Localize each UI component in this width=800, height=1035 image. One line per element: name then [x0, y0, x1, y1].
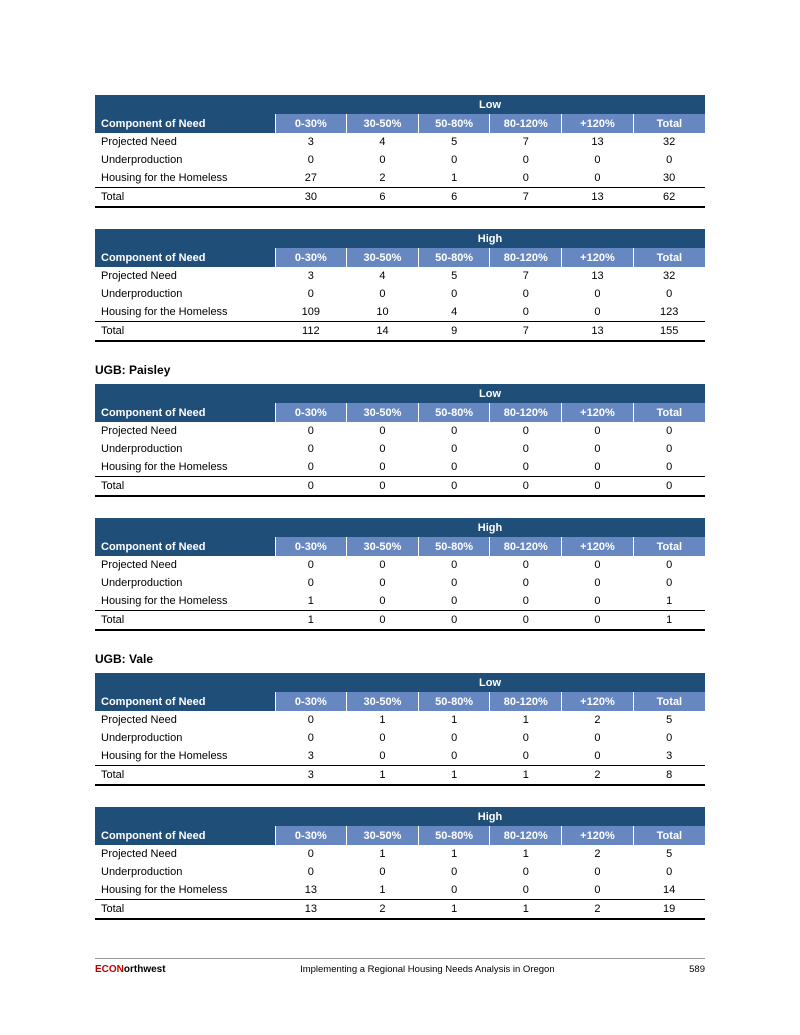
column-header: 80-120% [490, 692, 562, 711]
cell-value: 1 [666, 594, 673, 607]
housing-needs-table [95, 95, 705, 208]
footer-brand-suffix: orthwest [123, 964, 166, 975]
scenario-header-row [95, 673, 705, 692]
column-header: 50-80% [418, 692, 490, 711]
column-header: 0-30% [275, 248, 347, 267]
total-value: 155 [633, 321, 705, 341]
total-label: Total [95, 187, 275, 207]
total-value: 0 [562, 476, 634, 496]
table-row [95, 133, 705, 151]
column-header-component-of-need: Component of Need [95, 114, 275, 133]
total-value: 3 [275, 765, 347, 785]
column-header: 80-120% [490, 537, 562, 556]
total-value: 62 [633, 187, 705, 207]
footer-brand [95, 964, 166, 975]
scenario-header-row [95, 229, 705, 248]
total-label: Total [95, 321, 275, 341]
cell-value: 0 [522, 460, 529, 473]
cell-value: 0 [522, 577, 529, 589]
cell-value: 0 [594, 577, 601, 589]
cell-value: 0 [379, 288, 386, 300]
cell-value: 0 [522, 288, 529, 300]
cell-value: 0 [307, 732, 314, 744]
cell-value: 0 [451, 866, 458, 878]
cell-value: 0 [666, 577, 673, 589]
column-header: 30-50% [347, 692, 419, 711]
column-header: +120% [562, 114, 634, 133]
cell-value: 0 [666, 559, 673, 571]
total-value: 9 [418, 321, 490, 341]
table-row [95, 711, 705, 729]
table-row [95, 845, 705, 863]
row-label: Housing for the Homeless [101, 749, 228, 762]
total-value: 1 [633, 610, 705, 630]
column-header: Total [633, 403, 705, 422]
footer-title: Implementing a Regional Housing Needs Analysis in Oregon [300, 964, 555, 975]
cell-value: 0 [379, 559, 386, 571]
cell-value: 0 [594, 559, 601, 571]
cell-value: 1 [451, 714, 458, 726]
table-row [95, 729, 705, 747]
row-label: Housing for the Homeless [101, 171, 228, 184]
row-label: Underproduction [101, 866, 183, 878]
cell-value: 0 [451, 594, 458, 607]
column-header: 50-80% [418, 248, 490, 267]
column-header: +120% [562, 692, 634, 711]
total-value: 1 [347, 765, 419, 785]
total-value: 0 [347, 476, 419, 496]
cell-value: 123 [659, 305, 679, 318]
cell-value: 0 [594, 594, 601, 607]
cell-value: 0 [451, 559, 458, 571]
total-value: 2 [347, 899, 419, 919]
column-header: +120% [562, 248, 634, 267]
housing-needs-table [95, 807, 705, 920]
scenario-header-row [95, 807, 705, 826]
column-header: +120% [562, 826, 634, 845]
cell-value: 0 [594, 732, 601, 744]
cell-value: 0 [522, 594, 529, 607]
cell-value: 0 [522, 732, 529, 744]
total-value: 13 [562, 321, 634, 341]
column-header: 80-120% [490, 114, 562, 133]
total-value: 8 [633, 765, 705, 785]
table-row [95, 747, 705, 765]
column-header: 80-120% [490, 248, 562, 267]
cell-value: 0 [594, 866, 601, 878]
column-header: 0-30% [275, 537, 347, 556]
column-header-component-of-need: Component of Need [95, 692, 275, 711]
row-label: Underproduction [101, 577, 183, 589]
cell-value: 5 [451, 270, 458, 282]
table-row [95, 440, 705, 458]
row-label: Housing for the Homeless [101, 460, 228, 473]
cell-value: 0 [379, 577, 386, 589]
scenario-label: Low [275, 673, 705, 692]
column-header-row [95, 537, 705, 556]
column-header: 0-30% [275, 114, 347, 133]
column-header-component-of-need: Component of Need [95, 537, 275, 556]
cell-value: 1 [379, 714, 386, 726]
cell-value: 1 [307, 594, 314, 607]
cell-value: 0 [451, 749, 458, 762]
cell-value: 0 [379, 425, 386, 437]
cell-value: 0 [451, 288, 458, 300]
column-header-row [95, 826, 705, 845]
column-header: 80-120% [490, 826, 562, 845]
cell-value: 0 [379, 749, 386, 762]
row-label: Underproduction [101, 288, 183, 300]
table-row [95, 592, 705, 610]
column-header: Total [633, 248, 705, 267]
cell-value: 0 [451, 883, 458, 896]
footer-page-number: 589 [689, 964, 705, 975]
total-value: 0 [633, 476, 705, 496]
cell-value: 0 [379, 443, 386, 455]
total-value: 13 [275, 899, 347, 919]
column-header: 30-50% [347, 114, 419, 133]
page-content [95, 95, 705, 941]
cell-value: 1 [451, 848, 458, 860]
cell-value: 13 [591, 270, 604, 282]
cell-value: 10 [376, 305, 389, 318]
column-header-component-of-need: Component of Need [95, 826, 275, 845]
cell-value: 1 [379, 883, 386, 896]
cell-value: 0 [307, 848, 314, 860]
scenario-label: Low [275, 384, 705, 403]
cell-value: 0 [666, 288, 673, 300]
cell-value: 5 [451, 136, 458, 148]
column-header: +120% [562, 537, 634, 556]
total-label: Total [95, 899, 275, 919]
cell-value: 13 [304, 883, 317, 896]
table-row [95, 285, 705, 303]
cell-value: 4 [379, 270, 386, 282]
cell-value: 2 [594, 848, 601, 860]
row-label: Projected Need [101, 559, 177, 571]
total-label: Total [95, 765, 275, 785]
total-value: 30 [275, 187, 347, 207]
cell-value: 1 [522, 848, 529, 860]
cell-value: 0 [522, 425, 529, 437]
total-value: 0 [418, 610, 490, 630]
total-value: 0 [347, 610, 419, 630]
table-row [95, 303, 705, 321]
column-header: Total [633, 114, 705, 133]
cell-value: 0 [666, 443, 673, 455]
column-header-row [95, 248, 705, 267]
total-value: 7 [490, 187, 562, 207]
scenario-row-spacer [95, 229, 275, 248]
cell-value: 0 [522, 171, 529, 184]
row-label: Projected Need [101, 270, 177, 282]
cell-value: 30 [663, 171, 676, 184]
ugb-heading: UGB: Paisley [95, 363, 171, 377]
cell-value: 0 [451, 577, 458, 589]
column-header: Total [633, 692, 705, 711]
cell-value: 0 [307, 443, 314, 455]
cell-value: 0 [522, 154, 529, 166]
table-row [95, 574, 705, 592]
cell-value: 1 [522, 714, 529, 726]
cell-value: 0 [594, 883, 601, 896]
total-value: 0 [490, 476, 562, 496]
column-header: 30-50% [347, 403, 419, 422]
cell-value: 0 [666, 866, 673, 878]
total-value: 112 [275, 321, 347, 341]
cell-value: 0 [522, 305, 529, 318]
scenario-label: High [275, 807, 705, 826]
cell-value: 27 [304, 171, 317, 184]
total-label: Total [95, 610, 275, 630]
scenario-label: High [275, 518, 705, 537]
column-header: 50-80% [418, 114, 490, 133]
table-row [95, 556, 705, 574]
scenario-row-spacer [95, 807, 275, 826]
cell-value: 0 [307, 559, 314, 571]
table-row [95, 151, 705, 169]
cell-value: 1 [451, 171, 458, 184]
cell-value: 0 [522, 749, 529, 762]
cell-value: 0 [307, 154, 314, 166]
cell-value: 0 [379, 154, 386, 166]
cell-value: 0 [594, 460, 601, 473]
cell-value: 5 [666, 848, 673, 860]
cell-value: 0 [451, 154, 458, 166]
total-label: Total [95, 476, 275, 496]
column-header: +120% [562, 403, 634, 422]
total-value: 1 [418, 899, 490, 919]
cell-value: 0 [594, 154, 601, 166]
total-row [95, 476, 705, 496]
total-row [95, 765, 705, 785]
total-value: 0 [490, 610, 562, 630]
cell-value: 0 [666, 425, 673, 437]
housing-needs-table [95, 518, 705, 631]
cell-value: 0 [594, 305, 601, 318]
row-label: Projected Need [101, 136, 177, 148]
scenario-header-row [95, 384, 705, 403]
cell-value: 0 [522, 866, 529, 878]
cell-value: 0 [594, 171, 601, 184]
cell-value: 0 [666, 154, 673, 166]
cell-value: 0 [522, 883, 529, 896]
total-value: 2 [562, 765, 634, 785]
total-value: 1 [418, 765, 490, 785]
total-row [95, 899, 705, 919]
cell-value: 7 [522, 136, 529, 148]
table-row [95, 169, 705, 187]
cell-value: 109 [301, 305, 320, 318]
cell-value: 0 [451, 425, 458, 437]
row-label: Housing for the Homeless [101, 305, 228, 318]
cell-value: 0 [307, 714, 314, 726]
column-header: 50-80% [418, 403, 490, 422]
cell-value: 0 [594, 443, 601, 455]
column-header-row [95, 692, 705, 711]
total-value: 19 [633, 899, 705, 919]
column-header: Total [633, 826, 705, 845]
row-label: Projected Need [101, 714, 177, 726]
column-header-row [95, 114, 705, 133]
cell-value: 0 [379, 866, 386, 878]
scenario-row-spacer [95, 518, 275, 537]
column-header-component-of-need: Component of Need [95, 248, 275, 267]
scenario-header-row [95, 518, 705, 537]
row-label: Underproduction [101, 154, 183, 166]
cell-value: 4 [379, 136, 386, 148]
total-value: 0 [275, 476, 347, 496]
cell-value: 0 [666, 732, 673, 744]
cell-value: 3 [307, 749, 314, 762]
column-header: 0-30% [275, 692, 347, 711]
row-label: Projected Need [101, 848, 177, 860]
total-value: 13 [562, 187, 634, 207]
column-header: Total [633, 537, 705, 556]
column-header: 50-80% [418, 826, 490, 845]
page-footer [95, 958, 705, 975]
table-row [95, 267, 705, 285]
column-header: 0-30% [275, 403, 347, 422]
cell-value: 0 [594, 749, 601, 762]
scenario-label: Low [275, 95, 705, 114]
total-value: 14 [347, 321, 419, 341]
scenario-header-row [95, 95, 705, 114]
housing-needs-table [95, 229, 705, 342]
cell-value: 0 [594, 288, 601, 300]
table-row [95, 458, 705, 476]
total-value: 2 [562, 899, 634, 919]
cell-value: 32 [663, 136, 676, 148]
cell-value: 3 [666, 749, 673, 762]
total-row [95, 321, 705, 341]
column-header: 30-50% [347, 537, 419, 556]
column-header: 80-120% [490, 403, 562, 422]
cell-value: 0 [594, 425, 601, 437]
row-label: Underproduction [101, 732, 183, 744]
cell-value: 0 [379, 732, 386, 744]
cell-value: 2 [379, 171, 386, 184]
total-value: 1 [490, 765, 562, 785]
total-value: 6 [347, 187, 419, 207]
cell-value: 0 [307, 866, 314, 878]
column-header: 0-30% [275, 826, 347, 845]
total-row [95, 187, 705, 207]
total-value: 1 [490, 899, 562, 919]
cell-value: 0 [522, 443, 529, 455]
cell-value: 0 [307, 460, 314, 473]
cell-value: 7 [522, 270, 529, 282]
table-row [95, 863, 705, 881]
total-value: 0 [418, 476, 490, 496]
row-label: Housing for the Homeless [101, 594, 228, 607]
footer-brand-prefix: ECON [95, 964, 124, 975]
cell-value: 32 [663, 270, 676, 282]
table-row [95, 422, 705, 440]
cell-value: 13 [591, 136, 604, 148]
row-label: Projected Need [101, 425, 177, 437]
total-value: 1 [275, 610, 347, 630]
scenario-label: High [275, 229, 705, 248]
cell-value: 0 [451, 732, 458, 744]
row-label: Housing for the Homeless [101, 883, 228, 896]
cell-value: 0 [379, 594, 386, 607]
cell-value: 0 [451, 443, 458, 455]
column-header-component-of-need: Component of Need [95, 403, 275, 422]
total-value: 6 [418, 187, 490, 207]
cell-value: 14 [663, 883, 676, 896]
housing-needs-table [95, 673, 705, 786]
total-value: 7 [490, 321, 562, 341]
ugb-heading: UGB: Vale [95, 652, 154, 666]
column-header: 50-80% [418, 537, 490, 556]
total-row [95, 610, 705, 630]
cell-value: 4 [451, 305, 458, 318]
column-header-row [95, 403, 705, 422]
cell-value: 3 [307, 136, 314, 148]
cell-value: 0 [307, 288, 314, 300]
housing-needs-table [95, 384, 705, 497]
table-row [95, 881, 705, 899]
scenario-row-spacer [95, 673, 275, 692]
cell-value: 0 [666, 460, 673, 473]
cell-value: 0 [451, 460, 458, 473]
scenario-row-spacer [95, 95, 275, 114]
cell-value: 2 [594, 714, 601, 726]
total-value: 0 [562, 610, 634, 630]
row-label: Underproduction [101, 443, 183, 455]
scenario-row-spacer [95, 384, 275, 403]
cell-value: 0 [307, 425, 314, 437]
column-header: 30-50% [347, 248, 419, 267]
cell-value: 0 [307, 577, 314, 589]
column-header: 30-50% [347, 826, 419, 845]
cell-value: 3 [307, 270, 314, 282]
cell-value: 5 [666, 714, 673, 726]
cell-value: 0 [522, 559, 529, 571]
cell-value: 0 [379, 460, 386, 473]
cell-value: 1 [379, 848, 386, 860]
